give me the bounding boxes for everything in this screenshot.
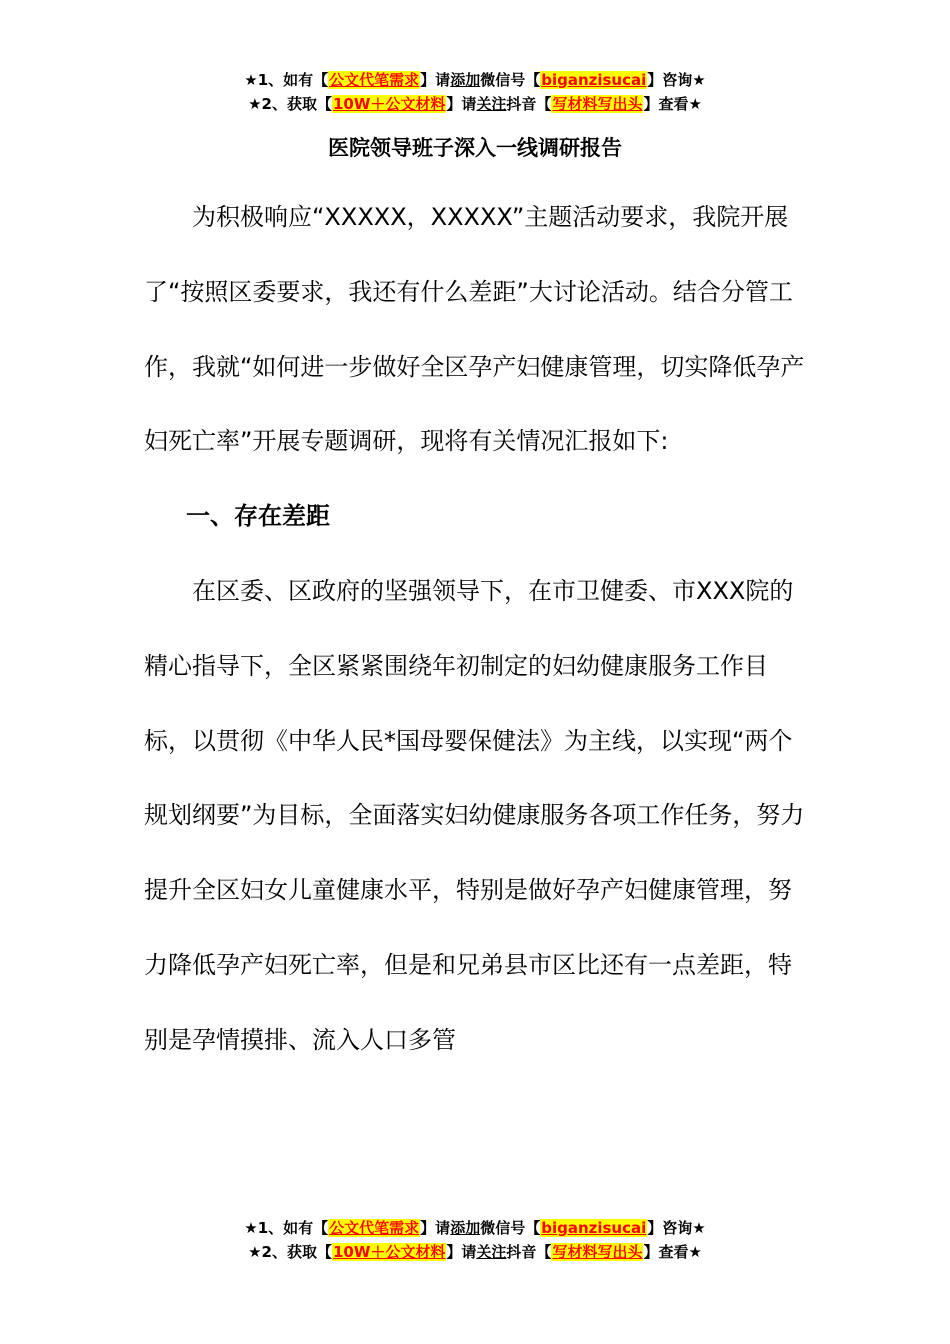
promo-text: 】请 bbox=[446, 95, 477, 113]
promo-wechat-id: biganzisucai bbox=[541, 1219, 647, 1237]
paragraph-body: 在区委、区政府的坚强领导下，在市卫健委、市XXX院的精心指导下，全区紧紧围绕年初制定的妇幼健康服务工作目标，以贯彻《中华人民*国母婴保健法》为主线，以实现“两个规划纲要”为目标，全面落实妇幼健康服务各项工作任务，努力提升全区妇女儿童健康水平，特别是做好孕产妇健康管理，努力降低孕产妇死亡率，但是和兄弟县市区比还有一点差距，特别是孕情摸排、流入人口多管 bbox=[144, 576, 805, 1054]
promo-highlight: 10W＋公文材料 bbox=[332, 95, 446, 113]
promo-text: 微信号【 bbox=[480, 1219, 541, 1237]
promo-text: ★2、获取【 bbox=[248, 1243, 332, 1261]
promo-douyin-id: 写材料写出头 bbox=[552, 1243, 643, 1261]
promo-highlight: 公文代笔需求 bbox=[329, 1219, 420, 1237]
promo-banner-bottom bbox=[0, 1216, 950, 1264]
promo-wechat-id: biganzisucai bbox=[541, 71, 647, 89]
promo-douyin-id: 写材料写出头 bbox=[552, 95, 643, 113]
promo-underline: 添加 bbox=[450, 71, 481, 89]
promo-banner-top bbox=[0, 68, 950, 116]
promo-highlight: 公文代笔需求 bbox=[329, 71, 420, 89]
promo-line-2 bbox=[0, 92, 950, 116]
promo-line-1 bbox=[0, 68, 950, 92]
promo-text: 】查看★ bbox=[643, 1243, 702, 1261]
promo-text: 】请 bbox=[446, 1243, 477, 1261]
promo-underline: 关注 bbox=[476, 1243, 507, 1261]
promo-line-2 bbox=[0, 1240, 950, 1264]
promo-text: 微信号【 bbox=[480, 71, 541, 89]
paragraph-intro: 为积极响应“XXXXX，XXXXX”主题活动要求，我院开展了“按照区委要求，我还有什么差距”大讨论活动。结合分管工作，我就“如何进一步做好全区孕产妇健康管理，切实降低孕产妇死亡率”开展专题调研，现将有关情况汇报如下: bbox=[144, 203, 805, 456]
promo-text: ★2、获取【 bbox=[248, 95, 332, 113]
promo-text: 】查看★ bbox=[643, 95, 702, 113]
promo-text: 】请 bbox=[420, 1219, 451, 1237]
promo-text: 】请 bbox=[420, 71, 451, 89]
promo-text: 】咨询★ bbox=[647, 71, 706, 89]
section-heading: 一、存在差距 bbox=[186, 502, 330, 531]
promo-highlight: 10W＋公文材料 bbox=[332, 1243, 446, 1261]
promo-text: 抖音【 bbox=[506, 1243, 552, 1261]
promo-line-1 bbox=[0, 1216, 950, 1240]
promo-underline: 关注 bbox=[476, 95, 507, 113]
promo-underline: 添加 bbox=[450, 1219, 481, 1237]
promo-text: ★1、如有【 bbox=[244, 71, 329, 89]
document-title: 医院领导班子深入一线调研报告 bbox=[328, 136, 622, 160]
promo-text: 抖音【 bbox=[506, 95, 552, 113]
promo-text: ★1、如有【 bbox=[244, 1219, 329, 1237]
promo-text: 】咨询★ bbox=[647, 1219, 706, 1237]
document-body bbox=[144, 180, 809, 1078]
